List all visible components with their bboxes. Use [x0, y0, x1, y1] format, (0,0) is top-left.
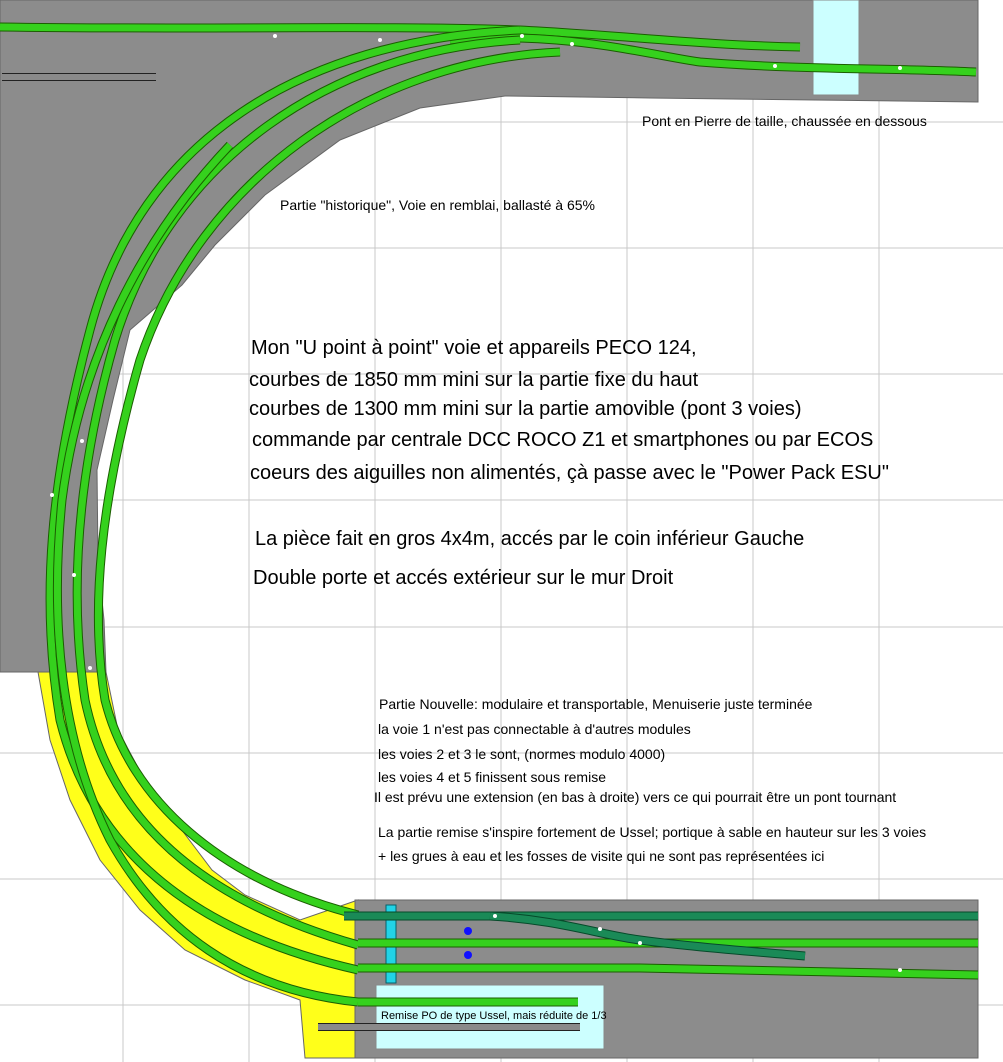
room-note-line-1: La pièce fait en gros 4x4m, accés par le coin inférieur Gauche	[255, 528, 805, 550]
depot-note-line-2: + les grues à eau et les fosses de visite qui ne sont pas représentées ici	[378, 848, 825, 864]
marker-dot	[464, 951, 472, 959]
shed-label: Remise PO de type Ussel, mais réduite de 1/3	[381, 1010, 607, 1022]
historic-note: Partie "historique", Voie en remblai, ballasté à 65%	[280, 197, 596, 213]
main-note-line-1: Mon "U point à point" voie et appareils PECO 124,	[251, 337, 697, 359]
new-part-note-line-4: les voies 4 et 5 finissent sous remise	[378, 769, 606, 785]
new-part-note-line-2: la voie 1 n'est pas connectable à d'autres modules	[378, 721, 691, 737]
stone-bridge	[813, 0, 859, 95]
new-part-note-line-5: Il est prévu une extension (en bas à droite) vers ce qui pourrait être un pont tournant	[374, 789, 897, 805]
room-note-line-2: Double porte et accés extérieur sur le mur Droit	[253, 567, 674, 589]
main-note-line-5: coeurs des aiguilles non alimentés, çà passe avec le "Power Pack ESU"	[250, 462, 889, 484]
bridge-note: Pont en Pierre de taille, chaussée en dessous	[642, 113, 927, 129]
new-part-baseboard	[38, 672, 358, 1058]
new-part-note-line-3: les voies 2 et 3 le sont, (normes modulo 4000)	[378, 746, 666, 762]
new-part-note-line-1: Partie Nouvelle: modulaire et transportable, Menuiserie juste terminée	[379, 696, 813, 712]
main-note-line-2: courbes de 1850 mm mini sur la partie fixe du haut	[249, 369, 699, 391]
depot-note-line-1: La partie remise s'inspire fortement de Ussel; portique à sable en hauteur sur les 3 voies	[378, 824, 927, 840]
marker-dot	[464, 927, 472, 935]
main-note-line-4: commande par centrale DCC ROCO Z1 et smartphones ou par ECOS	[252, 429, 874, 451]
main-note-line-3: courbes de 1300 mm mini sur la partie amovible (pont 3 voies)	[249, 398, 802, 420]
